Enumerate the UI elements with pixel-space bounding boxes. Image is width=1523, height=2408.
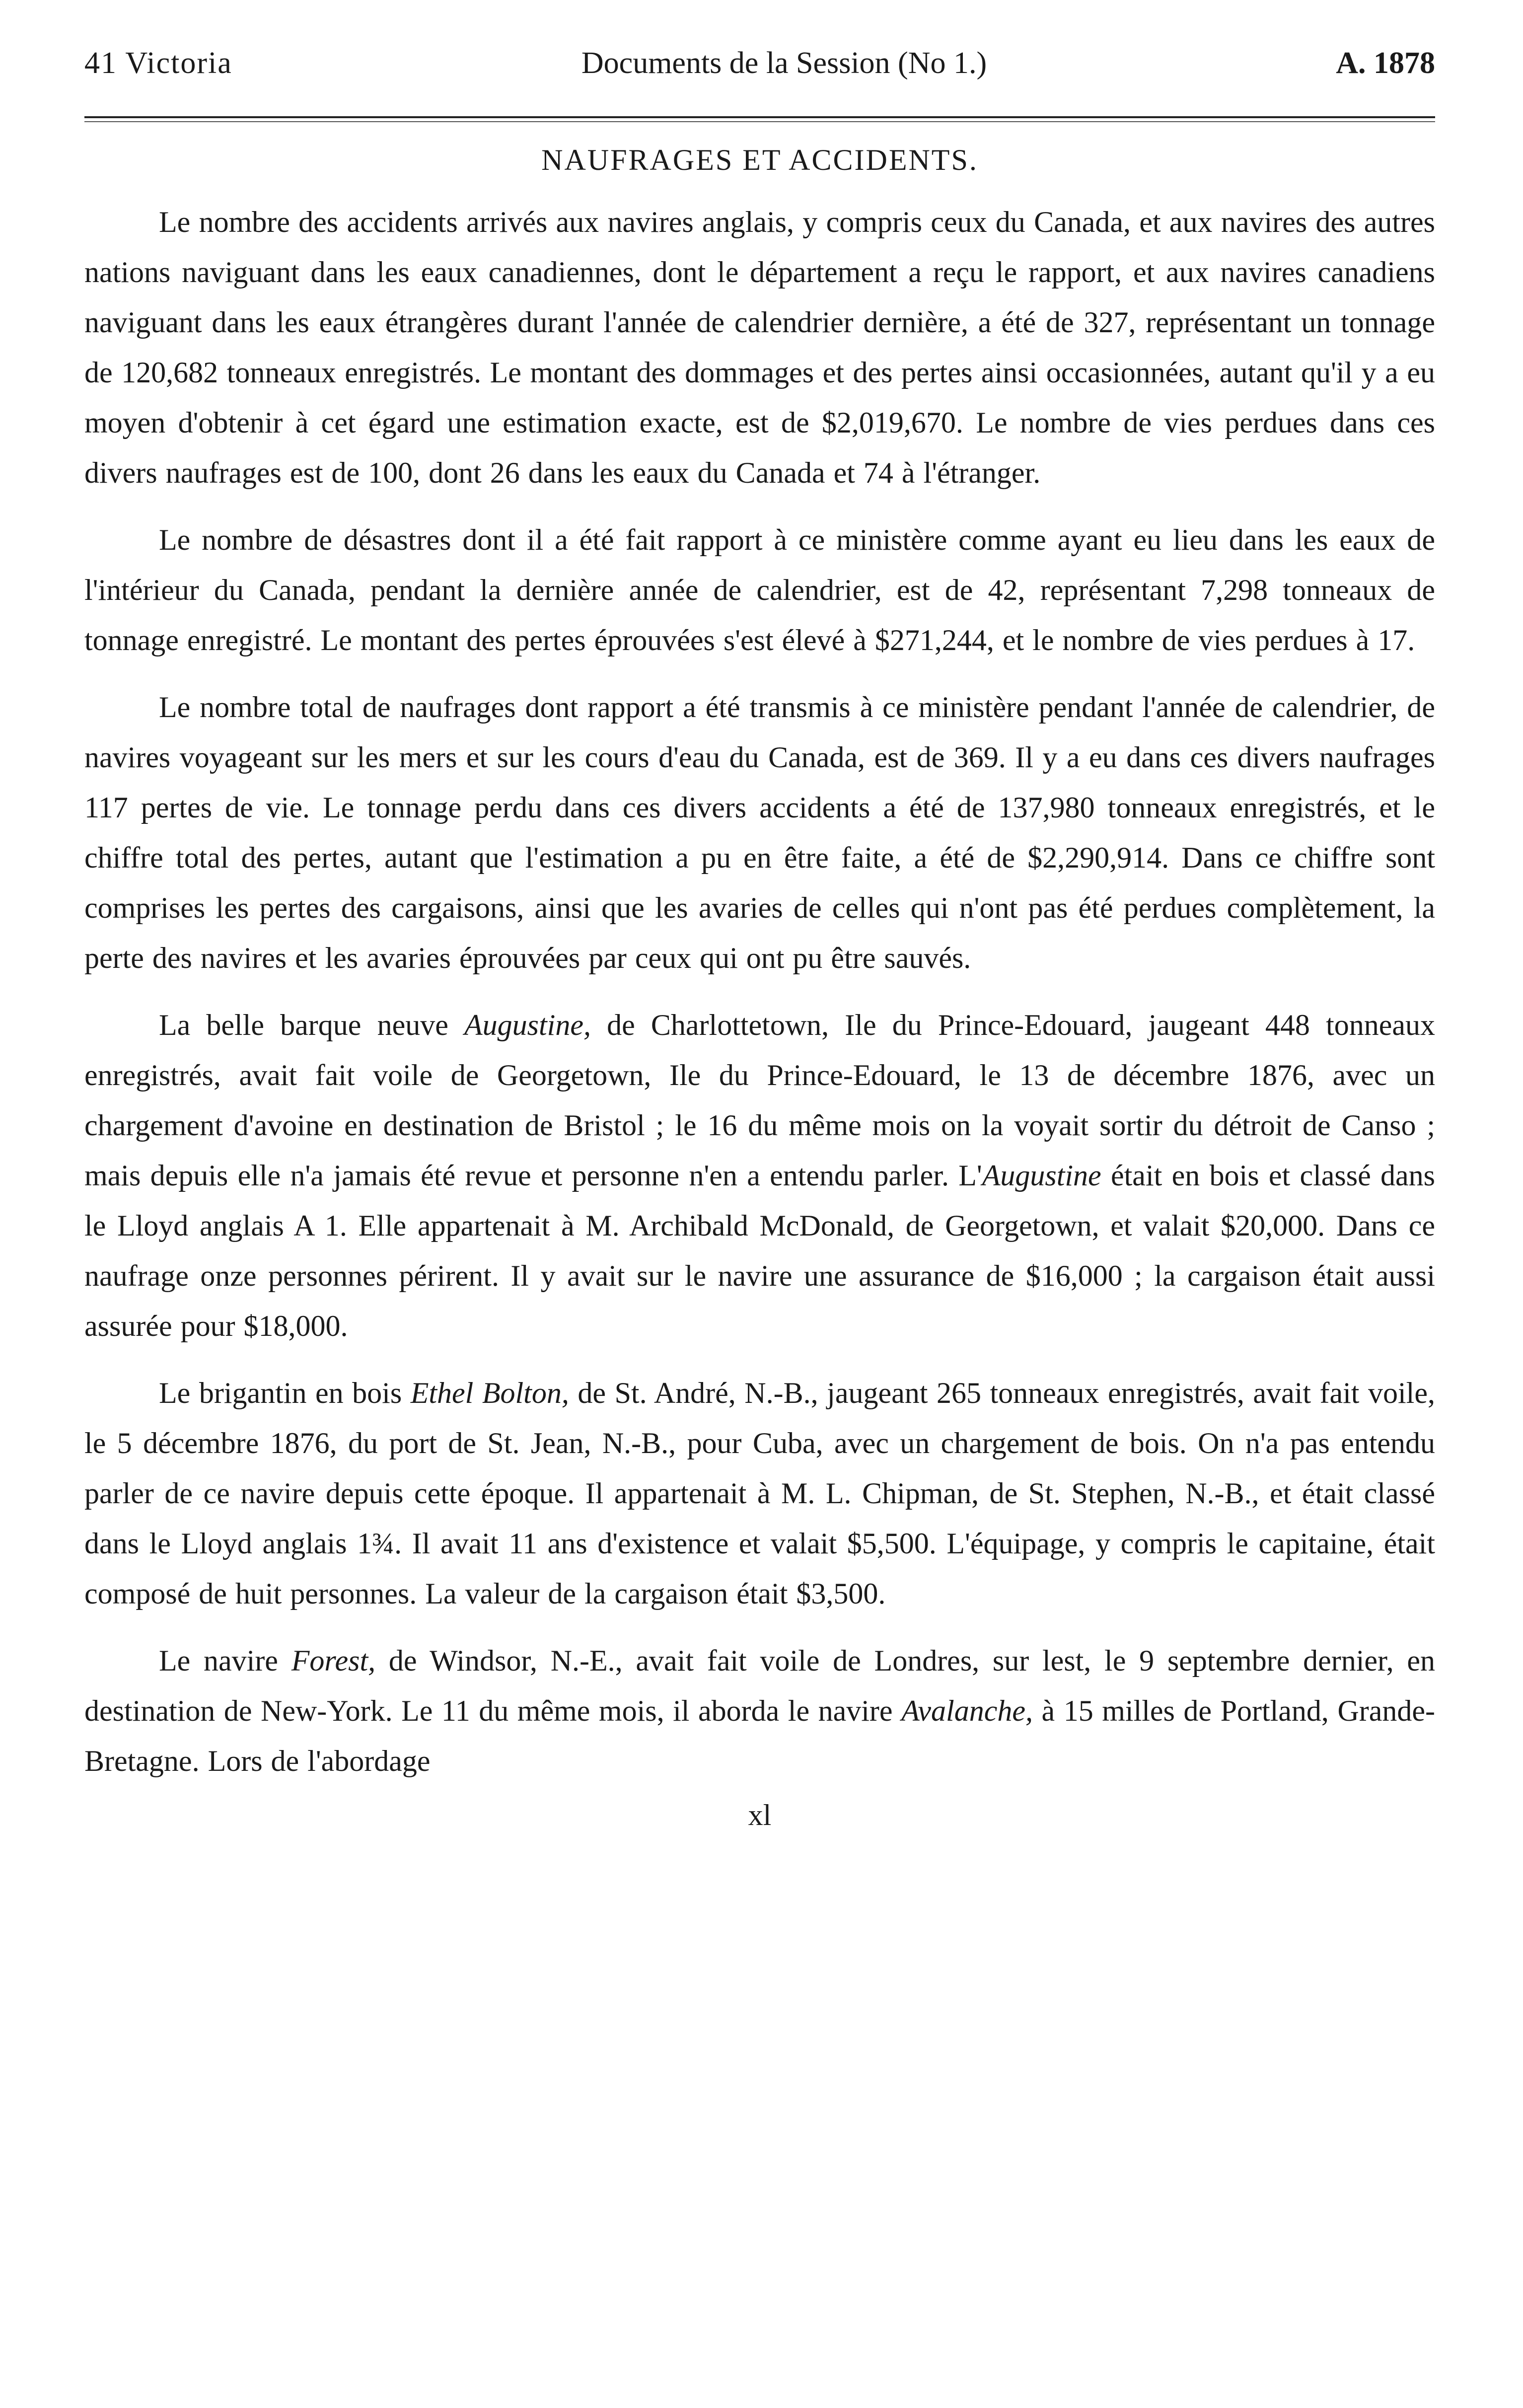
- paragraph: [84, 1000, 1435, 1351]
- paragraph-text: de St. André, N.-B., jaugeant 265 tonneaux enregistrés, avait fait voile, le 5 décembre 1876, du port de St. Jean, N.-B., pour Cuba, avec un chargement de bois. On n'a pas entendu parler de ce navire depuis cette époque. Il appartenait à M. L. Chipman, de St. Stephen, N.-B., et était classé dans le Lloyd anglais 1¾. Il avait 11 ans d'existence et valait $5,500. L'équipage, y compris le capitaine, était composé de huit personnes. La valeur de la cargaison était $3,500.: [84, 1377, 1435, 1610]
- paragraph-text: Le navire: [159, 1644, 291, 1678]
- paragraph-text: était en bois et classé dans le Lloyd anglais A 1. Elle appartenait à M. Archibald McDonald, de Georgetown, et valait $20,000. Dans ce naufrage onze personnes périrent. Il y avait sur le navire une assurance de $16,000 ; la cargaison était aussi assurée pour $18,000.: [84, 1159, 1435, 1343]
- paragraph-text: Le nombre de désastres dont il a été fait rapport à ce ministère comme ayant eu lieu dans les eaux de l'intérieur du Canada, pendant la dernière année de calendrier, est de 42, représentant 7,298 tonneaux de tonnage enregistré. Le montant des pertes éprouvées s'est élevé à $271,244, et le nombre de vies perdues à 17.: [84, 523, 1435, 657]
- paragraph-text: Le nombre total de naufrages dont rapport a été transmis à ce ministère pendant l'année de calendrier, de navires voyageant sur les mers et sur les cours d'eau du Canada, est de 369. Il y a eu dans ces divers naufrages 117 pertes de vie. Le tonnage perdu dans ces divers accidents a été de 137,980 tonneaux enregistrés, et le chiffre total des pertes, autant que l'estimation a pu en être faite, a été de $2,290,914. Dans ce chiffre sont comprises les pertes des cargaisons, ainsi que les avaries de celles qui n'ont pas été perdues complètement, la perte des navires et les avaries éprouvées par ceux qui ont pu être sauvés.: [84, 691, 1435, 975]
- paragraph-text: Le brigantin en bois: [159, 1377, 411, 1410]
- header-regnal-year: 41 Victoria: [84, 46, 232, 80]
- paragraph-text: de Windsor, N.-E., avait fait voile de Londres, sur lest, le 9 septembre dernier, en destination de New-York. Le 11 du même mois, il aborda le navire: [84, 1644, 1435, 1728]
- section-title: NAUFRAGES ET ACCIDENTS.: [541, 144, 978, 177]
- paragraph-text: La belle barque neuve: [159, 1009, 464, 1042]
- paragraph: [84, 682, 1435, 983]
- ship-name: Avalanche,: [901, 1694, 1033, 1728]
- paragraph-text: de Charlottetown, Ile du Prince-Edouard, jaugeant 448 tonneaux enregistrés, avait fait voile de Georgetown, Ile du Prince-Edouard, le 13 de décembre 1876, avec un chargement d'avoine en destination de Bristol ; le 16 du même mois on la voyait sortir du détroit de Canso ; mais depuis elle n'a jamais été revue et personne n'en a entendu parler. L': [84, 1009, 1436, 1192]
- paragraph: [84, 197, 1435, 498]
- header-year: A. 1878: [1336, 46, 1435, 80]
- ship-name: Forest,: [291, 1644, 376, 1678]
- header-rule-thin: [84, 121, 1435, 122]
- ship-name: Ethel Bolton,: [410, 1377, 569, 1410]
- paragraph-text: Le nombre des accidents arrivés aux navires anglais, y compris ceux du Canada, et aux navires des autres nations naviguant dans les eaux canadiennes, dont le département a reçu le rapport, et aux navires canadiens naviguant dans les eaux étrangères durant l'année de calendrier dernière, a été de 327, représentant un tonnage de 120,682 tonneaux enregistrés. Le montant des dommages et des pertes ainsi occasionnées, autant qu'il y a eu moyen d'obtenir à cet égard une estimation exacte, est de $2,019,670. Le nombre de vies perdues dans ces divers naufrages est de 100, dont 26 dans les eaux du Canada et 74 à l'étranger.: [84, 206, 1435, 490]
- running-header: [84, 45, 1435, 81]
- ship-name: Augustine: [982, 1159, 1101, 1192]
- ship-name: Augustine,: [464, 1009, 591, 1042]
- paragraph-text: à 15 milles de Portland, Grande-Bretagne. Lors de l'abordage: [84, 1694, 1435, 1778]
- paragraph: [84, 515, 1435, 665]
- header-document-title: Documents de la Session (No 1.): [581, 46, 987, 80]
- body-text: [84, 197, 1435, 1786]
- paragraph: [84, 1636, 1435, 1786]
- page-folio: xl: [748, 1799, 772, 1832]
- paragraph: [84, 1368, 1435, 1619]
- header-rule: [84, 116, 1435, 118]
- document-page: [84, 45, 1435, 1832]
